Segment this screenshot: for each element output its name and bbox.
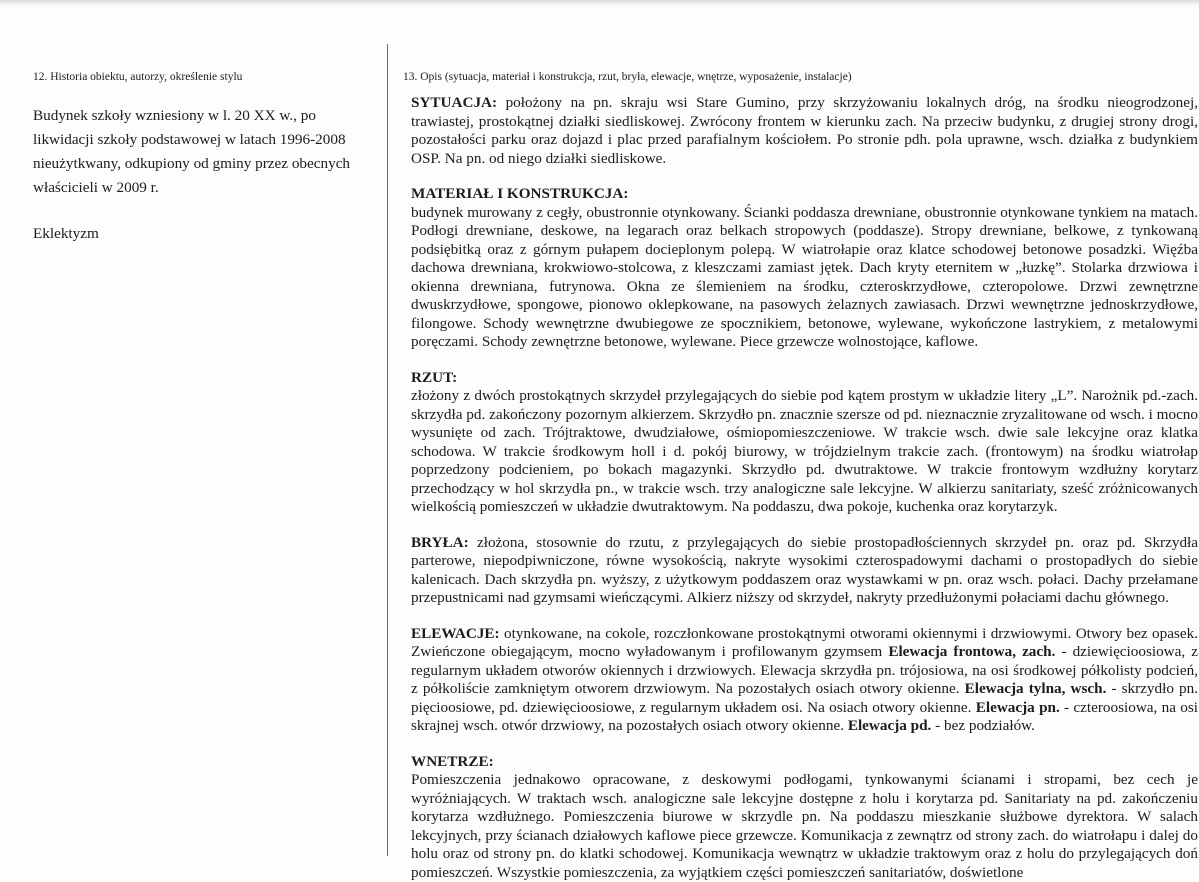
elewacje-text-4: - czteroosiowa, na osi skrajnej wsch. otwór drzwiowy, na pozostałych osiach otwory okienne. xyxy=(411,699,1198,735)
elewacje-section xyxy=(411,625,1198,736)
material-section xyxy=(411,185,1198,352)
sytuacja-text: położony na pn. skraju wsi Stare Gumino, przy skrzyżowaniu lokalnych dróg, na środku nieogrodzonej, trawiastej, prostokątnej działki siedliskowej. Zwrócony frontem w kierunku zach. Na przeciw budynku, z drugiej strony drogi, pozostałości parku oraz dojazd i plac przed parafialnym kościołem. Po stronie pdh. pola uprawne, wsch. działka z budynkiem OSP. Na pn. od niego działki siedliskowe. xyxy=(411,94,1198,167)
elewacja-pd-label: Elewacja pd. xyxy=(848,717,932,734)
material-title: MATERIAŁ I KONSTRUKCJA: xyxy=(411,185,1198,204)
left-column xyxy=(33,70,368,246)
elewacja-pn-label: Elewacja pn. xyxy=(976,699,1060,716)
right-column xyxy=(411,70,1198,882)
wnetrze-text: Pomieszczenia jednakowo opracowane, z deskowymi podłogami, tynkowanymi ścianami i stropami, bez cech je wyróżniających. W traktach wsch. analogiczne sale lekcyjne dostępne z holu i korytarza pd. Sanitariaty na pd. zakończeniu korytarza wzdłużnego. Pomieszczenia biurowe w skrzydle pn. Na poddaszu mieszkanie służbowe dyrektora. W salach lekcyjnych, przy ścianach działowych kaflowe piece grzewcze. Komunikacja z zewnątrz od strony zach. do wiatrołapu i dalej do holu oraz od strony pn. do klatki schodowej. Komunikacja wewnątrz w układzie traktowym oraz z holu do przylegających doń pomieszczeń. Wszystkie pomieszczenia, za wyjątkiem części pomieszczeń sanitariatów, doświetlone xyxy=(411,771,1198,881)
scan-top-edge xyxy=(0,0,1199,6)
rzut-section xyxy=(411,369,1198,517)
material-text: budynek murowany z cegły, obustronnie otynkowany. Ścianki poddasza drewniane, obustronnie otynkowane tynkiem na matach. Podłogi drewniane, deskowe, na legarach oraz belkach stropowych (poddasze). Stropy drewniane, belkowe, z tynkowaną podsiębitką oraz z górnym pułapem docieplonym polepą. W wiatrołapie oraz klatce schodowej betonowe posadzki. Więźba dachowa drewniana, krokwiowo-stolcowa, z kleszczami zamiast jętek. Dach kryty eternitem w „łuzkę”. Stolarka drzwiowa i okienna drewniana, futrynowa. Okna ze ślemieniem na środku, czteroskrzydłowe, czteropolowe. Drzwi zewnętrzne dwuskrzydłowe, spongowe, pionowo oklepkowane, na pasowych żelaznych zawiasach. Drzwi wewnętrzne jednoskrzydłowe, filongowe. Schody wewnętrzne dwubiegowe ze spocznikiem, betonowe, wylewane, wykończone lastrykiem, z metalowymi poręczami. Schody zewnętrzne betonowe, wylewane. Piece grzewcze wolnostojące, kaflowe. xyxy=(411,204,1198,351)
bryla-section xyxy=(411,534,1198,608)
elewacja-tylna-label: Elewacja tylna, wsch. xyxy=(965,680,1107,697)
sytuacja-title: SYTUACJA: xyxy=(411,94,497,111)
history-text: Budynek szkoły wzniesiony w l. 20 XX w., po likwidacji szkoły podstawowej w latach 1996-2008 nieużytkwany, odkupiony od gminy przez obecnych właścicieli w 2009 r. xyxy=(33,104,368,200)
elewacje-text-5: - bez podziałów. xyxy=(931,717,1035,734)
rzut-text: złożony z dwóch prostokątnych skrzydeł przylegających do siebie pod kątem prostym w układzie litery „L”. Narożnik pd.-zach. skrzydła pd. zakończony pozornym alkierzem. Skrzydło pn. znacznie szersze od pd. nieznacznie zryzalitowane od wsch. i mocno wysunięte od zach. Trójtraktowe, dwudziałowe, ośmiopomieszczeniowe. W trakcie wsch. dwie sale lekcyjne oraz klatka schodowa. W trakcie środkowym holl i d. pokój biurowy, w trójdzielnym trakcie zach. (frontowym) na środku wiatrołap poprzedzony podcieniem, po bokach magazynki. Skrzydło pd. dwutraktowe. W trakcie frontowym wzdłużny korytarz przechodzący w hol skrzydła pn., w trakcie wsch. trzy analogiczne sale lekcyjne. W alkierzu sanitariaty, sześć zróżnicowanych wielkością pomieszczeń w układzie dwutraktowym. Na poddaszu, dwa pokoje, kuchenka oraz korytarzyk. xyxy=(411,387,1198,515)
wnetrze-section xyxy=(411,753,1198,882)
rzut-title: RZUT: xyxy=(411,369,1198,388)
wnetrze-title: WNETRZE: xyxy=(411,753,1198,772)
elewacje-text-3: - skrzydło pn. pięcioosiowe, pd. dziewięcioosiowe, z regularnym układem osi. Na osiach otwory okienne. xyxy=(411,680,1198,716)
section-12-heading: 12. Historia obiektu, autorzy, określenie stylu xyxy=(33,70,368,84)
elewacja-frontowa-label: Elewacja frontowa, zach. xyxy=(888,643,1055,660)
elewacje-text-2: - dziewięcioosiowa, z regularnym układem otworów okiennych i drzwiowych. Elewacja skrzydła pn. trójosiowa, na osi środkowej półkolisty podcień, z półkoliście zamkniętym otworem drzwiowym. Na pozostałych osiach otwory okienne. xyxy=(411,643,1198,697)
bryla-text: złożona, stosownie do rzutu, z przylegających do siebie prostopadłościennych skrzydeł pn. oraz pd. Skrzydła parterowe, niepodpiwniczone, równe wysokością, nakryte wysokimi czterospadowymi dachami o prostopadłych do siebie kalenicach. Dach skrzydła pn. wyższy, z użytkowym poddaszem oraz wystawkami w pn. oraz wsch. połaci. Dachy przełamane przepustnicami nad gzymsami wieńczącymi. Alkierz niższy od skrzydeł, nakryty przedłużonymi połaciami dachu głównego. xyxy=(411,534,1198,607)
elewacje-title: ELEWACJE: xyxy=(411,625,500,642)
elewacje-text-1: otynkowane, na cokole, rozczłonkowane prostokątnymi otworami okiennymi i drzwiowymi. Otwory bez opasek. Zwieńczone obiegającym, mocno wyładowanym i profilowanym gzymsem xyxy=(411,625,1198,661)
column-divider xyxy=(387,44,388,856)
style-text: Eklektyzm xyxy=(33,222,368,246)
section-13-heading: 13. Opis (sytuacja, materiał i konstrukcja, rzut, bryła, elewacje, wnętrze, wyposażenie, instalacje) xyxy=(403,70,1198,84)
bryla-title: BRYŁA: xyxy=(411,534,469,551)
sytuacja-section xyxy=(411,94,1198,168)
